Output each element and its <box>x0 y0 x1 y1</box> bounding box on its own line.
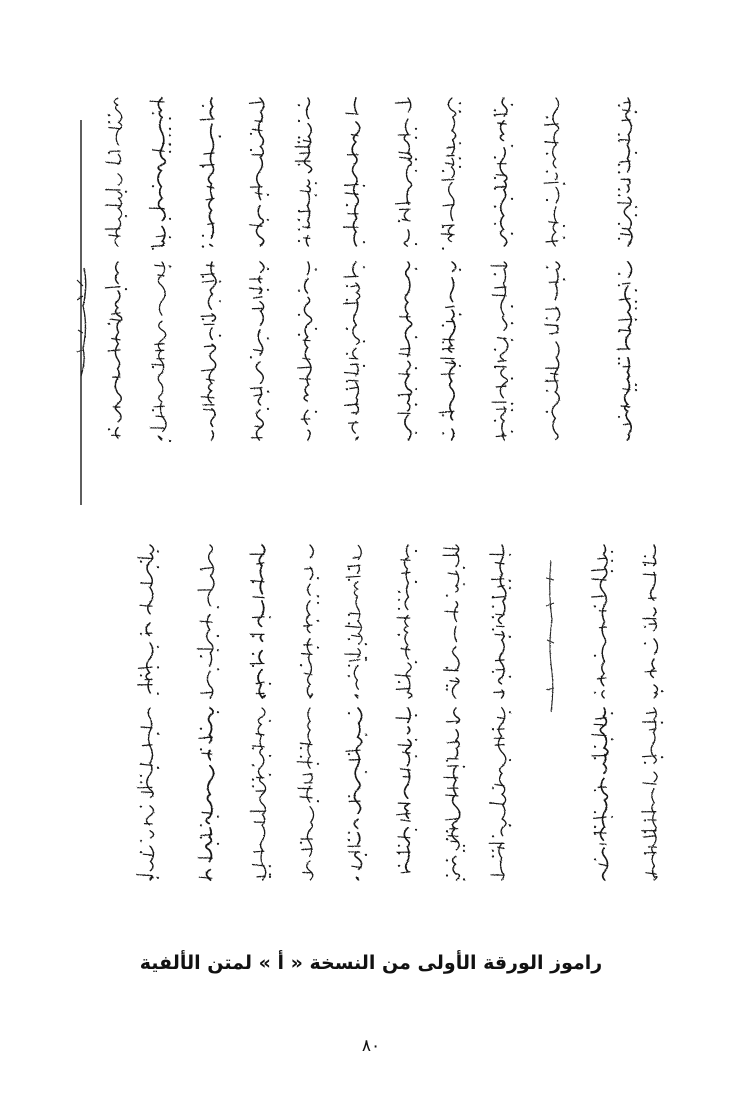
top-page-line <box>249 98 269 253</box>
top-page-line <box>200 98 221 248</box>
top-page-line <box>249 262 269 450</box>
bottom-page-line <box>138 545 159 702</box>
bottom-page-line <box>345 545 367 698</box>
bottom-page-line <box>592 545 614 698</box>
bottom-page-line <box>444 708 465 881</box>
top-page-line <box>298 262 317 440</box>
section-heading <box>546 560 554 712</box>
bottom-page-line <box>250 545 271 698</box>
top-page-line <box>344 262 366 440</box>
top-page-line <box>491 262 513 450</box>
bottom-page-line <box>297 708 319 880</box>
bottom-page-line <box>396 708 417 881</box>
top-page-line <box>105 262 127 445</box>
top-page-line <box>439 262 461 440</box>
top-page-line <box>150 262 171 442</box>
top-page-line <box>617 262 637 445</box>
bottom-page-line <box>198 708 219 886</box>
manuscript-top-page <box>77 98 637 505</box>
bottom-page-line <box>250 708 271 880</box>
top-page-line <box>618 98 637 246</box>
top-page-line <box>105 98 127 253</box>
bottom-page-lines <box>137 545 663 886</box>
top-page-line <box>149 98 171 254</box>
manuscript-bottom-page <box>137 545 663 886</box>
bottom-page-line <box>490 545 511 698</box>
bottom-page-line <box>642 708 663 880</box>
top-page-line <box>544 98 565 254</box>
top-page-line <box>395 98 417 246</box>
top-page-line <box>201 262 221 440</box>
top-page-line <box>494 98 513 254</box>
bottom-page-line <box>643 545 663 702</box>
bottom-page-line <box>137 708 159 880</box>
bottom-page-line <box>592 708 613 880</box>
top-page-lines <box>105 98 637 450</box>
bottom-page-line <box>346 708 367 880</box>
bottom-page-line <box>443 545 465 704</box>
top-page-line <box>295 98 317 246</box>
top-page-line <box>545 262 565 444</box>
top-page-line <box>398 262 417 440</box>
page-number: ٨٠ <box>361 1036 381 1056</box>
top-page-line <box>441 98 461 250</box>
facsimile-caption: راموز الورقة الأولى من النسخة « أ » لمتن الألفية <box>139 952 603 974</box>
bottom-page-line <box>300 545 319 698</box>
bottom-page-line <box>395 545 417 698</box>
bottom-page-line <box>197 545 219 707</box>
top-page-line <box>344 98 366 255</box>
bottom-page-line <box>489 708 511 880</box>
